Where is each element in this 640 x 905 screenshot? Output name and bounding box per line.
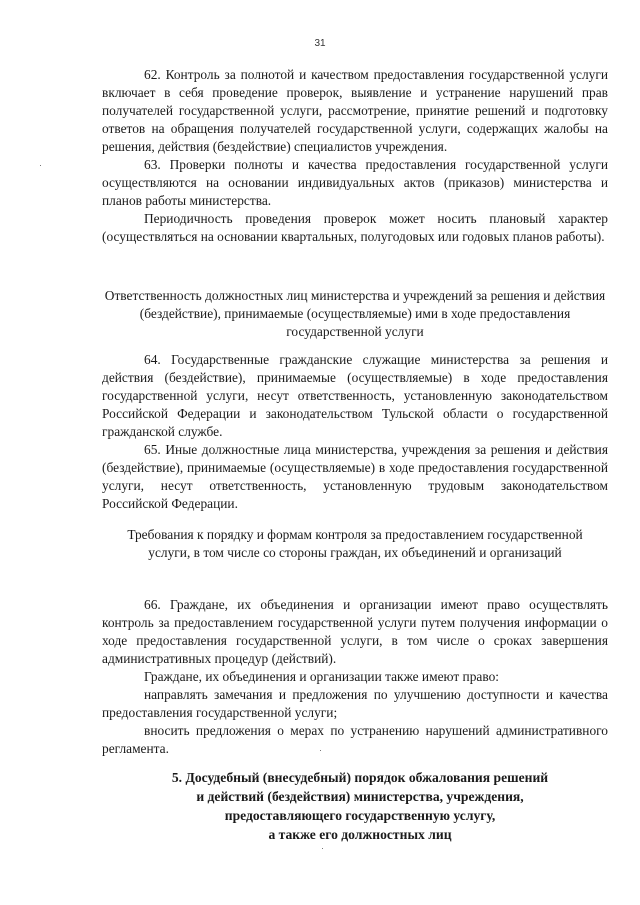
section-5-heading <box>150 768 570 844</box>
page-number: 31 <box>314 38 326 49</box>
paragraph-66-rights-intro: Граждане, их объединения и организации также имеют право: <box>144 669 499 684</box>
section-5-heading-line-3: предоставляющего государственную услугу, <box>224 808 496 823</box>
document-body <box>102 66 608 246</box>
paragraph-63-periodicity: Периодичность проведения проверок может носить плановый характер (осуществляться на основании квартальных, полугодовых или годовых планов работы). <box>102 211 608 244</box>
scan-speck <box>40 165 41 166</box>
section-heading-control-requirements: Требования к порядку и формам контроля за предоставлением государственной услуги, в том числе со стороны граждан, их объединений и организаций <box>127 527 583 560</box>
paragraph-64: 64. Государственные гражданские служащие министерства за решения и действия (бездействие), принимаемые (осуществляемые) в ходе предоставления государственной услуги, несут ответственность, установленную законодательством Российской Федерации и законодательством Тульской области о государственной гражданской службе. <box>102 352 608 439</box>
paragraph-66-proposals: вносить предложения о мерах по устранению нарушений административного регламента. <box>102 723 608 756</box>
paragraph-65: 65. Иные должностные лица министерства, учреждения за решения и действия (бездействие), принимаемые (осуществляемые) в ходе предоставления государственной услуги, несут ответственность, установленную трудовым законодательством Российской Федерации. <box>102 442 608 511</box>
scan-speck <box>320 750 321 751</box>
section-5-heading-line-4: а также его должностных лиц <box>268 827 452 842</box>
scan-speck <box>322 848 323 849</box>
section-5-heading-line-2: и действий (бездействия) министерства, учреждения, <box>196 789 524 804</box>
section-heading-responsibility: Ответственность должностных лиц министерства и учреждений за решения и действия (бездействие), принимаемые (осуществляемые) ими в ходе предоставления государственной услуги <box>104 288 606 339</box>
section-5-heading-line-1: 5. Досудебный (внесудебный) порядок обжалования решений <box>171 770 549 785</box>
paragraph-66: 66. Граждане, их объединения и организации имеют право осуществлять контроль за предоставлением государственной услуги путем получения информации о ходе предоставления государственной услуги, в том числе о сроках завершения административных процедур (действий). <box>102 597 608 666</box>
paragraph-63: 63. Проверки полноты и качества предоставления государственной услуги осуществляются на основании индивидуальных актов (приказов) министерства и планов работы министерства. <box>102 157 608 208</box>
paragraph-66-remarks: направлять замечания и предложения по улучшению доступности и качества предоставления государственной услуги; <box>102 687 608 720</box>
paragraph-62: 62. Контроль за полнотой и качеством предоставления государственной услуги включает в себя проведение проверок, выявление и устранение нарушений прав получателей государственной услуги, рассмотрение, принятие решений и подготовку ответов на обращения получателей государственной услуги, содержащих жалобы на решения, действия (бездействие) специалистов учреждения. <box>102 67 608 154</box>
